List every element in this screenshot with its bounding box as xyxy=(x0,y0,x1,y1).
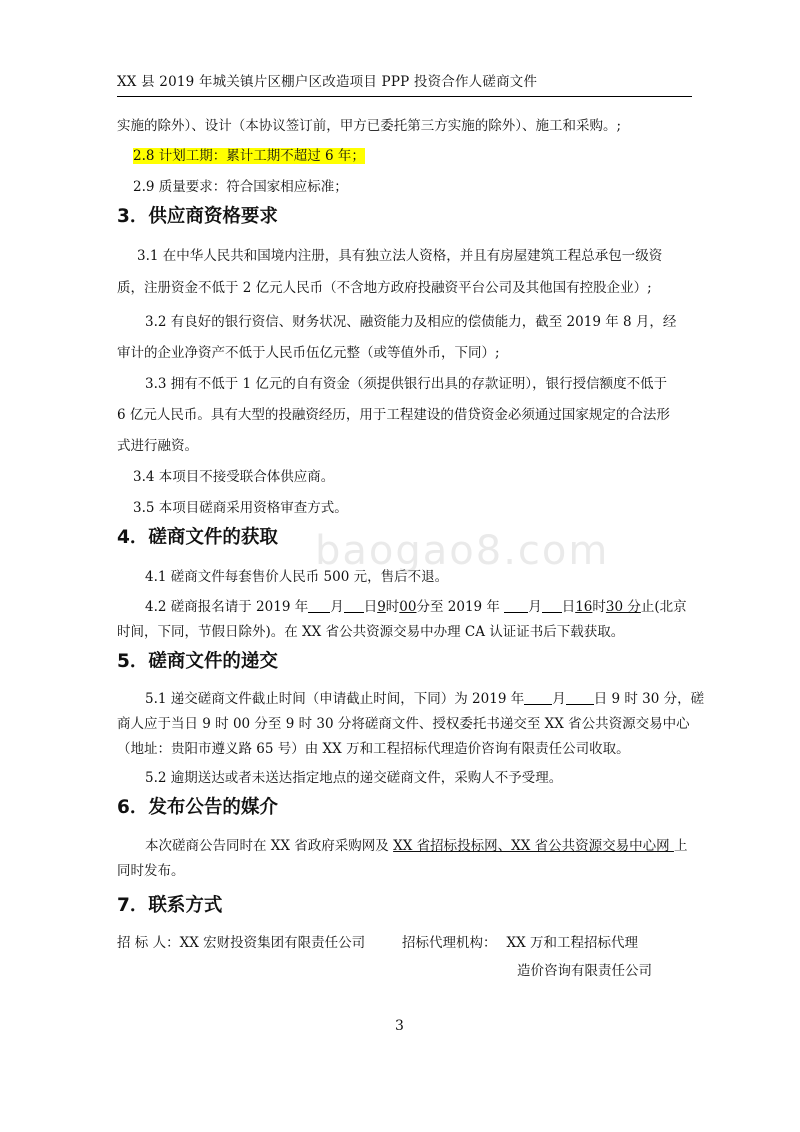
agent-name-2: 造价咨询有限责任公司 xyxy=(517,963,652,979)
section-3-title: 3．供应商资格要求 xyxy=(117,206,278,227)
item-3-3-line1: 3.3 拥有不低于 1 亿元的自有资金（须提供银行出具的存款证明），银行授信额度不低于 xyxy=(145,376,668,392)
media-line1: 本次磋商公告同时在 XX 省政府采购网及 XX 省招标投标网、XX 省公共资源交易中心网 上 xyxy=(145,838,688,854)
agent-name-1: XX 万和工程招标代理 xyxy=(506,935,639,951)
blank-day-3 xyxy=(566,690,594,705)
section-7-title: 7．联系方式 xyxy=(117,895,223,916)
item-3-4: 3.4 本项目不接受联合体供应商。 xyxy=(133,469,335,485)
item-5-1-line3: （地址：贵阳市遵义路 65 号）由 XX 万和工程招标代理造价咨询有限责任公司收取。 xyxy=(117,741,630,757)
blank-month-3 xyxy=(524,690,552,705)
page-number: 3 xyxy=(395,1018,404,1034)
item-4-1: 4.1 磋商文件每套售价人民币 500 元，售后不退。 xyxy=(145,569,449,585)
item-5-2: 5.2 逾期送达或者未送达指定地点的递交磋商文件，采购人不予受理。 xyxy=(145,770,563,786)
media-line2: 同时发布。 xyxy=(117,863,185,879)
buyer-name: XX 宏财投资集团有限责任公司 xyxy=(179,935,366,951)
item-4-2-line2: 时间，下同，节假日除外)。在 XX 省公共资源交易中办理 CA 认证证书后下载获取。 xyxy=(117,624,625,640)
section-4-title: 4．磋商文件的获取 xyxy=(117,527,278,548)
item-3-2-line2: 审计的企业净资产不低于人民币伍亿元整（或等值外币，下同）; xyxy=(117,345,500,361)
watermark: baogao8.com xyxy=(315,528,610,574)
hour-2: 16 xyxy=(575,599,593,615)
item-3-2-line1: 3.2 有良好的银行资信、财务状况、融资能力及相应的偿债能力，截至 2019 年 8 月，经 xyxy=(145,314,677,330)
minute-1: 00 xyxy=(399,599,417,615)
item-3-1-line2: 质，注册资金不低于 2 亿元人民币（不含地方政府投融资平台公司及其他国有控股企业）; xyxy=(117,280,652,296)
item-2-9: 2.9 质量要求：符合国家相应标准； xyxy=(133,179,348,195)
item-2-8 xyxy=(133,146,365,166)
blank-month-2 xyxy=(504,598,528,613)
blank-day-1 xyxy=(344,598,364,613)
page-header: XX 县 2019 年城关镇片区棚户区改造项目 PPP 投资合作人磋商文件 xyxy=(117,70,692,97)
contact-line1: 招 标 人：XX 宏财投资集团有限责任公司 xyxy=(117,935,366,951)
highlighted-text: 2.8 计划工期：累计工期不超过 6 年； xyxy=(133,148,365,164)
paragraph-continuation: 实施的除外）、设计（本协议签订前，甲方已委托第三方实施的除外）、施工和采购。; xyxy=(117,118,622,134)
hour-1: 9 xyxy=(377,599,386,615)
blank-month-1 xyxy=(308,598,330,613)
item-3-3-line3: 式进行融资。 xyxy=(117,438,198,454)
minute-2: 30 分 xyxy=(605,599,641,615)
media-sites-link: XX 省招标投标网、XX 省公共资源交易中心网 xyxy=(393,838,674,854)
item-5-1-line2: 商人应于当日 9 时 00 分至 9 时 30 分将磋商文件、授权委托书递交至 XX 省公共资源交易中心 xyxy=(117,716,690,732)
item-5-1-line1: 5.1 递交磋商文件截止时间（申请截止时间，下同）为 2019 年 月 日 9 时 30 分，磋 xyxy=(145,691,705,707)
section-5-title: 5．磋商文件的递交 xyxy=(117,651,278,672)
item-3-3-line2: 6 亿元人民币。具有大型的投融资经历，用于工程建设的借贷资金必须通过国家规定的合法形 xyxy=(117,407,670,423)
item-3-5: 3.5 本项目磋商采用资格审查方式。 xyxy=(133,500,348,516)
section-6-title: 6．发布公告的媒介 xyxy=(117,797,278,818)
blank-day-2 xyxy=(542,598,562,613)
agent-line1: 招标代理机构： XX 万和工程招标代理 xyxy=(402,935,639,951)
item-3-1-line1: 3.1 在中华人民共和国境内注册，具有独立法人资格，并且有房屋建筑工程总承包一级资 xyxy=(137,248,663,264)
item-4-2-line1: 4.2 磋商报名请于 2019 年 月 日9时00分至 2019 年 月 日16时30 分止(北京 xyxy=(145,599,687,615)
